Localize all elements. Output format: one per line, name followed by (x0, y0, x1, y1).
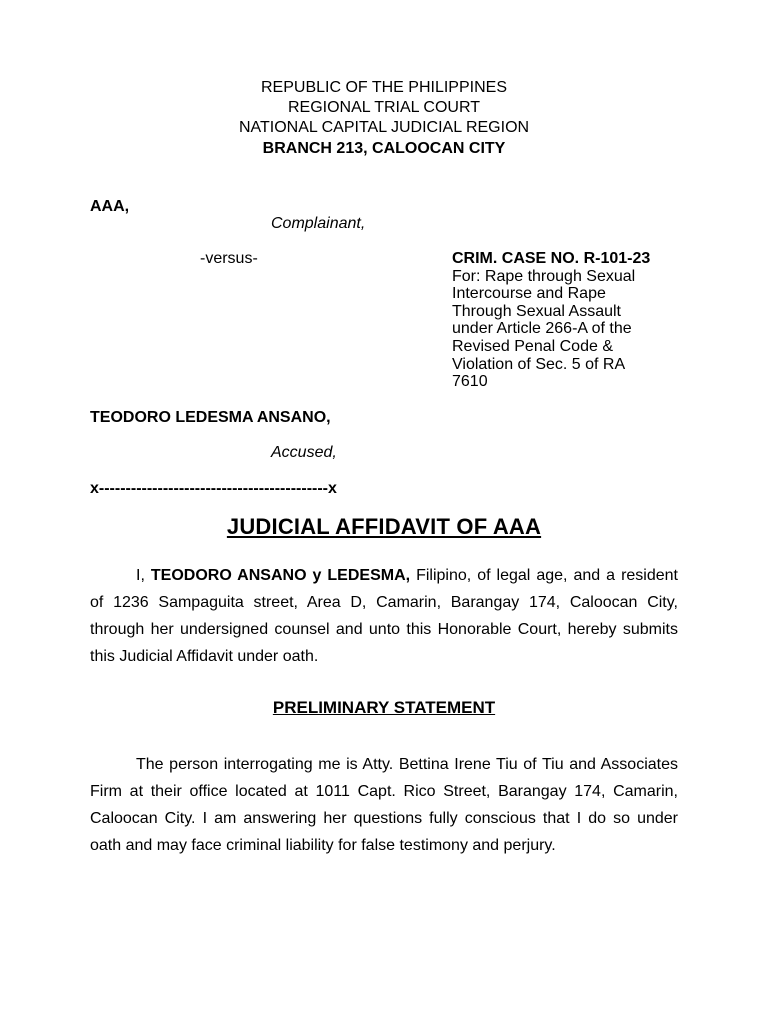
header-court: REGIONAL TRIAL COURT (287, 99, 481, 116)
preliminary-paragraph: The person interrogating me is Atty. Bettina Irene Tiu of Tiu and Associates Firm at their office located at 1011 Capt. Rico Street, Barangay 174, Camarin, Caloocan City. I am answering her questions fully conscious that I do so under oath and may face criminal liability for false testimony and perjury. (90, 756, 678, 854)
section-title: PRELIMINARY STATEMENT (272, 698, 496, 717)
caption-separator: x-------------------------------------------x (90, 480, 337, 497)
header-republic: REPUBLIC OF THE PHILIPPINES (261, 79, 507, 96)
accused-name: TEODORO LEDESMA ANSANO, (90, 409, 331, 426)
intro-prefix: I, (136, 567, 151, 584)
case-line: Through Sexual Assault (452, 302, 621, 320)
case-line: under Article 266-A of the (452, 320, 632, 338)
intro-body: Filipino, of legal age, and a resident of 1236 Sampaguita street, Area D, Camarin, Barangay 174, Caloocan City, through her undersigned counsel and unto this Honorable Court, hereby submits this Judicial Affidavit under oath. (90, 567, 678, 665)
case-line: Revised Penal Code & (452, 337, 613, 355)
header-branch: BRANCH 213, CALOOCAN CITY (262, 140, 506, 157)
intro-paragraph (90, 562, 678, 670)
complainant-name: AAA, (90, 198, 130, 215)
versus-label: -versus- (200, 250, 258, 267)
header-region: NATIONAL CAPITAL JUDICIAL REGION (238, 119, 530, 136)
document-title: JUDICIAL AFFIDAVIT OF AAA (226, 514, 542, 539)
affiant-name: TEODORO ANSANO y LEDESMA, (150, 567, 411, 584)
case-line: Violation of Sec. 5 of RA (452, 355, 626, 373)
case-line: 7610 (452, 373, 488, 391)
accused-role: Accused, (271, 444, 337, 461)
case-number: CRIM. CASE NO. R-101-23 (452, 250, 651, 267)
case-line: For: Rape through Sexual (452, 267, 636, 285)
complainant-role: Complainant, (271, 215, 366, 232)
case-caption (452, 250, 682, 391)
case-line: Intercourse and Rape (452, 285, 606, 303)
